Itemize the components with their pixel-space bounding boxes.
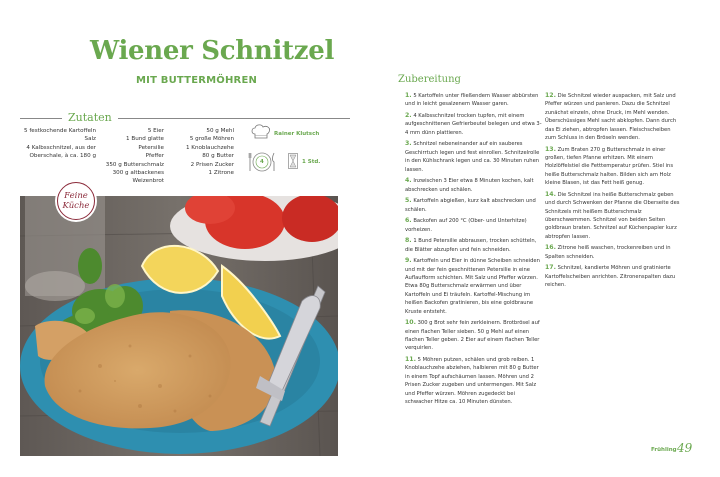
- ingredient: 5 Eier: [147, 128, 164, 134]
- step: 16. Zitrone heiß waschen, trockenreiben und in Spalten schneiden.: [545, 244, 671, 260]
- ingredient: Salz: [84, 136, 96, 143]
- ingredient: Pfeffer: [145, 153, 164, 160]
- step: 1. 5 Kartoffeln unter fließendem Wasser abbürsten und in leicht gesalzenem Wasser garen.: [405, 92, 539, 108]
- step: 8. 1 Bund Petersilie abbrausen, trocken schütteln, die Blätter abzupfen und fein schneiden.: [405, 237, 537, 253]
- ingredient: 1 Knoblauchzehe: [185, 144, 234, 151]
- ingredients-column-3: [168, 127, 234, 178]
- recipe-title: Wiener Schnitzel: [90, 36, 335, 66]
- page-number: 49: [677, 441, 693, 455]
- step: 11. 5 Möhren putzen, schälen und grob reiben. 1 Knoblauchzehe abziehen, halbieren mit 80 g Butter in einem Topf aufschäumen lassen. Möhren und 2 Prisen Zucker zugeben und untermengen. Mit Salz und Pfeffer würzen. Möhren zugedeckt bei schwacher Hitze ca. 10 Minuten dünsten.: [405, 356, 539, 406]
- ingredient: 350 g Butterschmalz: [105, 161, 164, 168]
- ingredient: 300 g altbackenes Weizenbrot: [112, 170, 164, 185]
- ingredient: 5 große Möhren: [189, 136, 234, 143]
- badge-line-2: Küche: [62, 201, 90, 211]
- step: 17. Schnitzel, kandierte Möhren und gratinierte Kartoffelscheiben anrichten. Zitronenspalten dazu reichen.: [545, 264, 676, 289]
- badge-line-1: Feine: [64, 191, 88, 201]
- hourglass-icon: [288, 153, 298, 174]
- step: 3. Schnitzel nebeneinander auf ein sauberes Geschirrtuch legen und fest einrollen. Schnitzelrolle in den Kühlschrank legen und ca. 30 Minuten ruhen lassen.: [405, 140, 540, 173]
- ingredient: 80 g Butter: [202, 153, 234, 160]
- preparation-steps-right: [545, 92, 682, 293]
- step: 10. 300 g Brot sehr fein zerkleinern. Brotbrösel auf einen flachen Teller sieben. 50 g Mehl auf einen flachen Teller geben. 2 Eier auf einem flachen Teller verquirlen.: [405, 319, 540, 352]
- ingredient: 4 Kalbsschnitzel, aus der Oberschale, à ca. 180 g: [26, 144, 96, 160]
- ingredient: 1 Zitrone: [208, 170, 234, 177]
- ingredients-heading: Zutaten: [62, 111, 118, 124]
- step: 6. Backofen auf 200 °C (Ober- und Unterhitze) vorheizen.: [405, 217, 527, 233]
- ingredients-column-1: [24, 127, 96, 161]
- chef-hat-icon: [250, 124, 272, 145]
- feine-kueche-badge: [57, 182, 95, 220]
- servings-count: 4: [260, 159, 264, 165]
- ingredient: 50 g Mehl: [206, 128, 234, 134]
- recipe-photo: [20, 196, 338, 456]
- step: 2. 4 Kalbsschnitzel trocken tupfen, mit einem aufgeschnittenen Gefrierbeutel belegen und etwa 3-4 mm dünn plattieren.: [405, 112, 542, 136]
- author-name: Rainer Klutsch: [274, 131, 320, 137]
- preparation-steps-left: [405, 92, 542, 410]
- cook-time: 1 Std.: [302, 159, 321, 165]
- step: 4. Inzwischen 3 Eier etwa 8 Minuten kochen, kalt abschrecken und schälen.: [405, 177, 534, 193]
- ingredients-column-2: [100, 127, 164, 186]
- step: 12. Die Schnitzel wieder auspacken, mit Salz und Pfeffer würzen und panieren. Dazu die Schnitzel zunächst einzeln, ohne Druck, im Mehl wenden. Überschüssiges Mehl sacht abklopfen. Dann durch das Ei ziehen, abtropfen lassen. Fleischscheiben zum Schluss in den Bröseln wenden.: [545, 92, 677, 142]
- step: 13. Zum Braten 270 g Butterschmalz in einer großen, tiefen Pfanne erhitzen. Mit einem Holzlöffelstiel die Fetttemperatur prüfen. Stiel ins heiße Butterschmalz halten. Bilden sich am Holz kleine Blasen, ist das Fett heiß genug.: [545, 145, 674, 187]
- ingredient: 5 festkochende Kartoffeln: [24, 128, 97, 134]
- step: 5. Kartoffeln abgießen, kurz kalt abschrecken und schälen.: [405, 197, 536, 213]
- schnitzel-photo-illustration: [20, 196, 338, 456]
- footer-section-label: Frühling: [651, 447, 677, 453]
- recipe-subtitle: MIT BUTTERMÖHREN: [136, 75, 258, 86]
- step: 9. Kartoffeln und Eier in dünne Scheiben schneiden und mit der fein geschnittenen Petersilie in eine Auflaufform schichten. Mit Salz und Pfeffer würzen. Etwa 80g Butterschmalz erwärmen und über Kartoffeln und Ei träufeln. Kartoffel-Mischung im heißen Backofen gratinieren, bis eine goldbraune Kruste entsteht.: [405, 257, 540, 315]
- ingredient: 2 Prisen Zucker: [190, 161, 234, 168]
- step: 14. Die Schnitzel ins heiße Butterschmalz geben und durch Schwenken der Pfanne die Oberseite des Schnitzels mit heißem Butterschmalz überschwemmen. Schnitzel von beiden Seiten goldbraun braten. Schnitzel auf Küchenpapier kurz abtropfen lassen.: [545, 190, 680, 240]
- ingredient: 1 Bund glatte Petersilie: [126, 136, 164, 151]
- preparation-heading: Zubereitung: [398, 74, 461, 85]
